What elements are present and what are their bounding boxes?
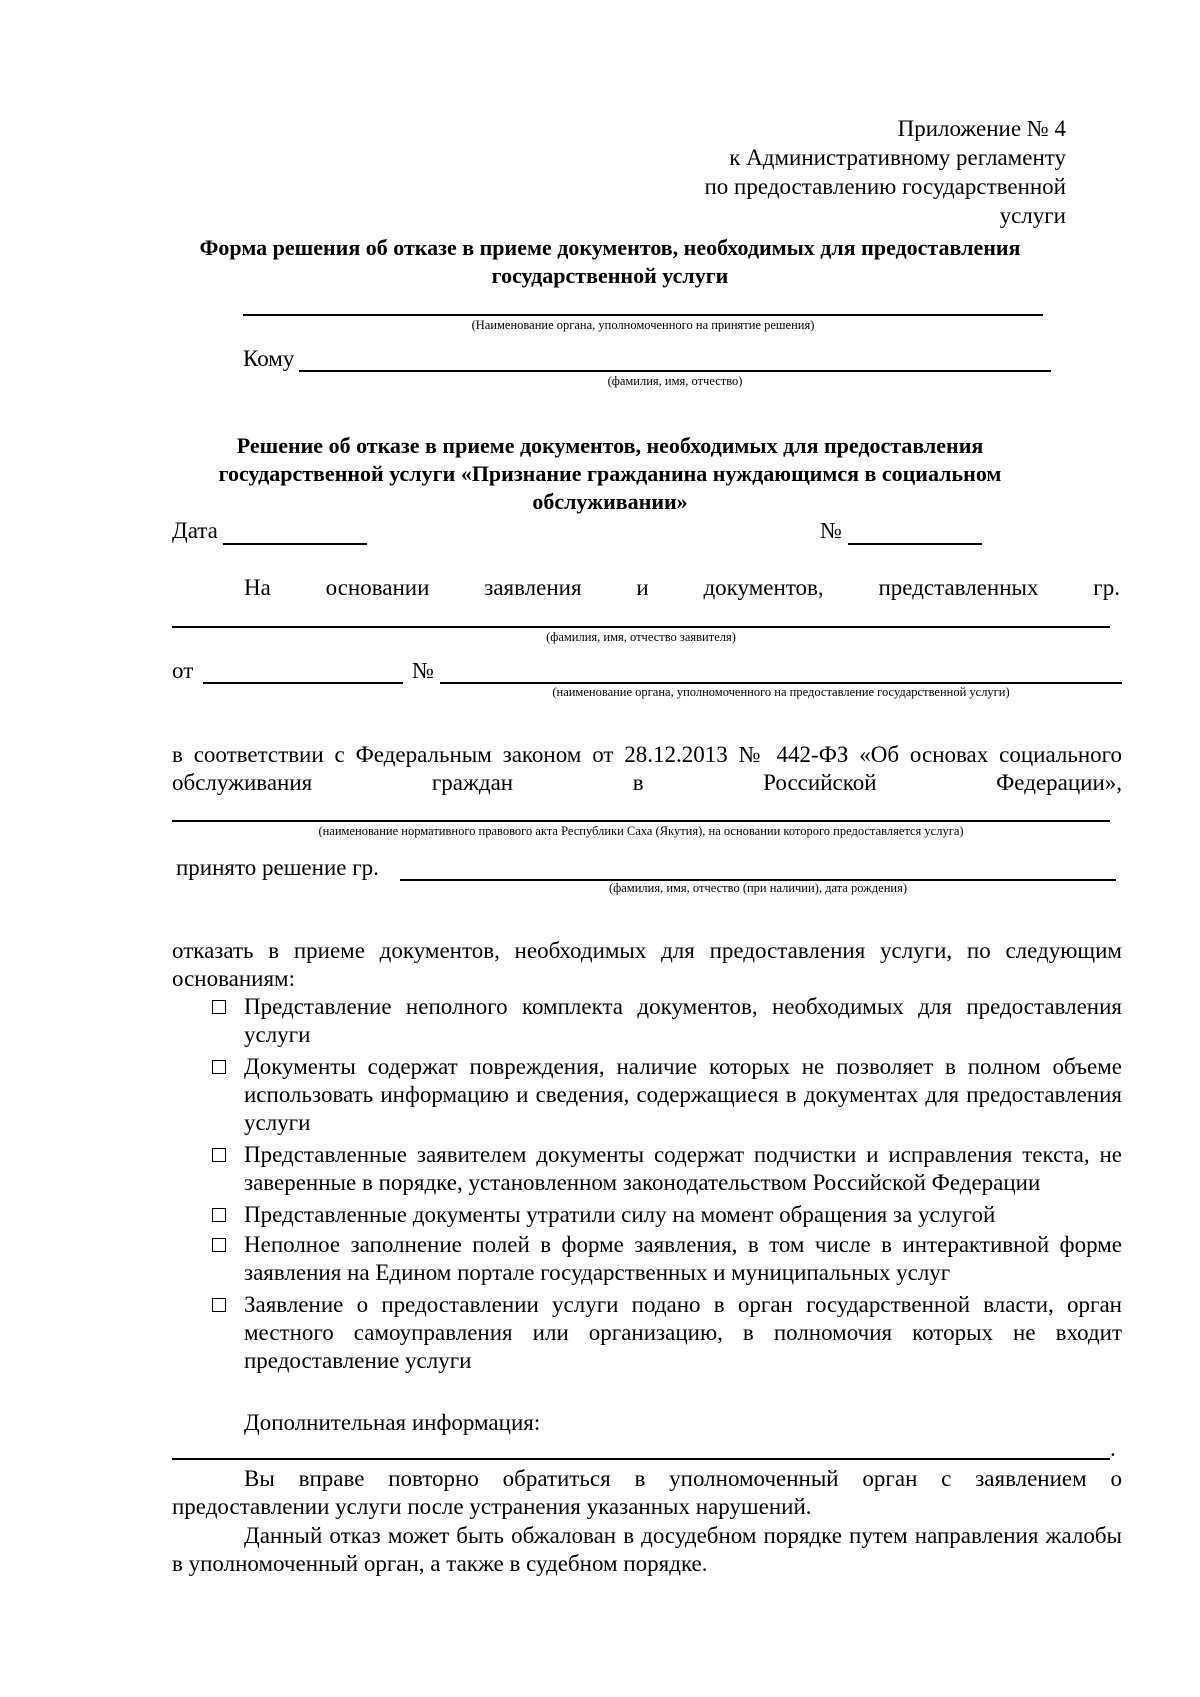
law-word: Федерации», [996, 770, 1122, 795]
refuse-text: отказать в приеме документов, необходимых для предоставления услуги, по следующим основаниям: [172, 938, 1122, 991]
ground-item: Представление неполного комплекта документов, необходимых для предоставления услуги [244, 994, 1122, 1047]
basis-word: представленных [878, 575, 1039, 600]
basis-word: гр. [1093, 575, 1120, 600]
ground-checkbox[interactable] [212, 1298, 226, 1312]
date-field-line[interactable] [223, 543, 367, 545]
decision-title-line2: государственной услуги «Признание гражданина нуждающимся в социальном [218, 461, 1002, 486]
to-caption: (фамилия, имя, отчество) [607, 374, 743, 388]
decision-title-line1: Решение об отказе в приеме документов, необходимых для предоставления [236, 433, 984, 458]
basis-word: основании [325, 575, 430, 600]
header-service: услуги [999, 203, 1066, 228]
from-organ-field-line[interactable] [440, 682, 1122, 684]
date-label: Дата [172, 518, 218, 543]
from-date-field-line[interactable] [203, 682, 403, 684]
organ-caption: (Наименование органа, уполномоченного на принятие решения) [471, 318, 815, 332]
ground-item: Неполное заполнение полей в форме заявления, в том числе в интерактивной форме заявления на Едином портале государственных и муниципальных услуг [244, 1232, 1122, 1285]
law-line2 [172, 770, 1122, 796]
ground-checkbox[interactable] [212, 1148, 226, 1162]
organ-service-caption: (наименование органа, уполномоченного на предоставление государственной услуги) [552, 685, 1010, 699]
additional-info-field-line[interactable] [172, 1458, 1110, 1460]
law-word: обслуживания [172, 770, 313, 795]
header-provision: по предоставлению государственной [704, 174, 1066, 199]
ground-checkbox[interactable] [212, 1238, 226, 1252]
to-field-line[interactable] [299, 370, 1051, 372]
decision-made-label: принято решение гр. [176, 855, 379, 880]
law-word: Российской [763, 770, 877, 795]
number-field-line[interactable] [848, 543, 982, 545]
from-number-label: № [412, 658, 434, 683]
header-regulation: к Административному регламенту [729, 145, 1066, 170]
ground-item: Заявление о предоставлении услуги подано в орган государственной власти, орган местного самоуправления или организацию, в полномочия которых не входит предоставление услуги [244, 1292, 1122, 1373]
to-label: Кому [243, 346, 295, 371]
basis-word: и [636, 575, 649, 600]
ground-item: Представленные документы утратили силу на момент обращения за услугой [244, 1202, 996, 1227]
final-paragraph-repeat: Вы вправе повторно обратиться в уполномоченный орган с заявлением о предоставлении услуги после устранения указанных нарушений. [172, 1466, 1122, 1519]
applicant-field-line[interactable] [172, 626, 1110, 628]
act-caption: (наименование нормативного правового акта Республики Саха (Якутия), на основании которого предоставляется услуга) [318, 824, 964, 838]
ground-checkbox[interactable] [212, 1060, 226, 1074]
act-field-line[interactable] [172, 820, 1110, 822]
number-label: № [820, 518, 842, 543]
basis-word: документов, [703, 575, 824, 600]
ground-checkbox[interactable] [212, 1208, 226, 1222]
ground-item: Документы содержат повреждения, наличие которых не позволяет в полном объеме использовать информацию и сведения, содержащиеся в документах для предоставления услуги [244, 1054, 1122, 1135]
citizen-caption: (фамилия, имя, отчество (при наличии), дата рождения) [609, 881, 907, 895]
organ-field-line[interactable] [243, 314, 1043, 316]
applicant-caption: (фамилия, имя, отчество заявителя) [546, 630, 736, 644]
additional-info-label: Дополнительная информация: [244, 1410, 541, 1435]
basis-word: заявления [484, 575, 582, 600]
law-line1: в соответствии с Федеральным законом от 28.12.2013 № 442-ФЗ «Об основах социального [172, 742, 1122, 767]
final-paragraph-appeal: Данный отказ может быть обжалован в досудебном порядке путем направления жалобы в уполномоченный орган, а также в судебном порядке. [172, 1523, 1122, 1576]
law-word: граждан [431, 770, 514, 795]
law-word: в [632, 770, 644, 795]
additional-info-dot: . [1110, 1436, 1116, 1461]
from-label: от [172, 658, 194, 683]
form-title-line1: Форма решения об отказе в приеме документов, необходимых для предоставления [199, 235, 1021, 260]
decision-title-line3: обслуживании» [532, 489, 688, 514]
basis-line [244, 575, 1120, 601]
basis-word: На [244, 575, 271, 600]
ground-checkbox[interactable] [212, 1000, 226, 1014]
ground-item: Представленные заявителем документы содержат подчистки и исправления текста, не заверенные в порядке, установленном законодательством Российской Федерации [244, 1142, 1122, 1195]
header-appendix: Приложение № 4 [897, 116, 1066, 141]
form-title-line2: государственной услуги [491, 263, 729, 288]
